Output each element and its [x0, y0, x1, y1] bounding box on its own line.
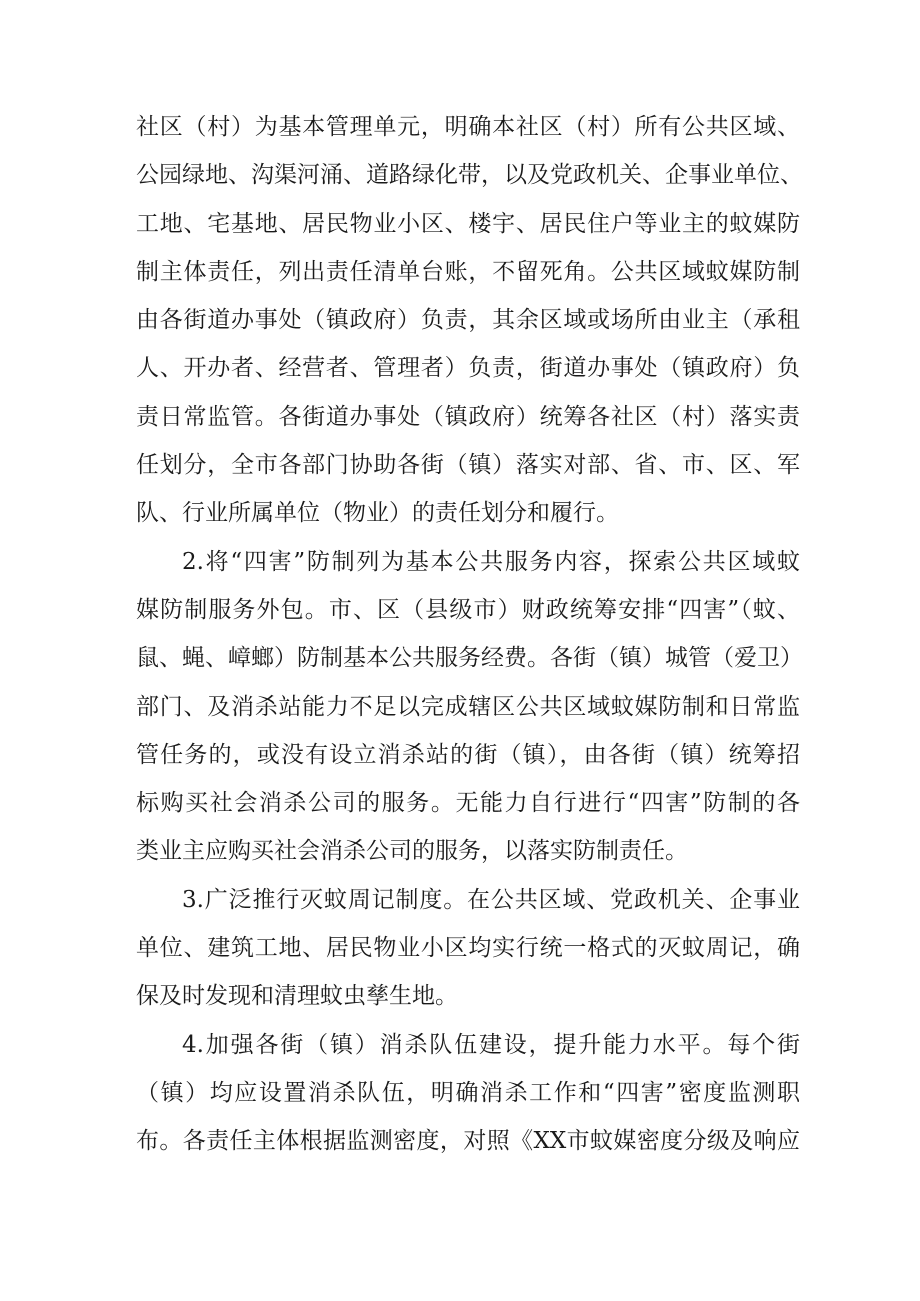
text-line: 社区（村）为基本管理单元，明确本社区（村）所有公共区域、: [136, 114, 800, 140]
paragraph-first-line: 3.广泛推行灭蚊周记制度。在公共区域、党政机关、企事业: [182, 886, 800, 913]
text-line: 队、行业所属单位（物业）的责任划分和履行。: [136, 500, 619, 527]
text-line: 公园绿地、沟渠河涌、道路绿化带，以及党政机关、企事业单位、: [136, 162, 803, 189]
text-line: 鼠、蝇、嶂螂）防制基本公共服务经费。各街（镇）城管（爱卫）: [136, 645, 803, 672]
text-line: 管任务的，或没有设立消杀站的街（镇），由各街（镇）统筹招: [136, 741, 800, 768]
text-line: 制主体责任，列出责任清单台账，不留死角。公共区域蚊媒防制: [136, 258, 800, 285]
text-line: 责日常监管。各街道办事处（镇政府）统筹各社区（村）落实责: [136, 403, 800, 430]
document-body: [136, 103, 803, 1166]
text-line: 部门、及消杀站能力不足以完成辖区公共区域蚊媒防制和日常监: [136, 693, 800, 720]
paragraph-first-line: 2.将“四害”防制列为基本公共服务内容，探索公共区域蚊: [182, 548, 800, 575]
paragraph-first-line: 4.加强各街（镇）消杀队伍建设，提升能力水平。每个街: [182, 1031, 800, 1058]
text-line: （镇）均应设置消杀队伍，明确消杀工作和“四害”密度监测职: [136, 1079, 800, 1106]
text-line: 人、开办者、经营者、管理者）负责，街道办事处（镇政府）负: [136, 355, 800, 382]
text-line: 媒防制服务外包。市、区（县级市）财政统筹安排“四害”（蚊、: [136, 596, 800, 623]
text-line: 任划分，全市各部门协助各街（镇）落实对部、省、市、区、军: [136, 452, 800, 479]
text-line: 标购买社会消杀公司的服务。无能力自行进行“四害”防制的各: [136, 790, 800, 817]
text-line: 保及时发现和清理蚊虫孳生地。: [136, 983, 458, 1010]
text-line: 单位、建筑工地、居民物业小区均实行统一格式的灭蚊周记，确: [136, 935, 800, 962]
text-line: 类业主应购买社会消杀公司的服务，以落实防制责任。: [136, 838, 688, 865]
text-line: 由各街道办事处（镇政府）负责，其余区域或场所由业主（承租: [136, 307, 800, 334]
text-line: 布。各责任主体根据监测密度，对照《XX市蚊媒密度分级及响应: [136, 1128, 800, 1155]
text-line: 工地、宅基地、居民物业小区、楼宇、居民住户等业主的蚊媒防: [136, 210, 800, 237]
